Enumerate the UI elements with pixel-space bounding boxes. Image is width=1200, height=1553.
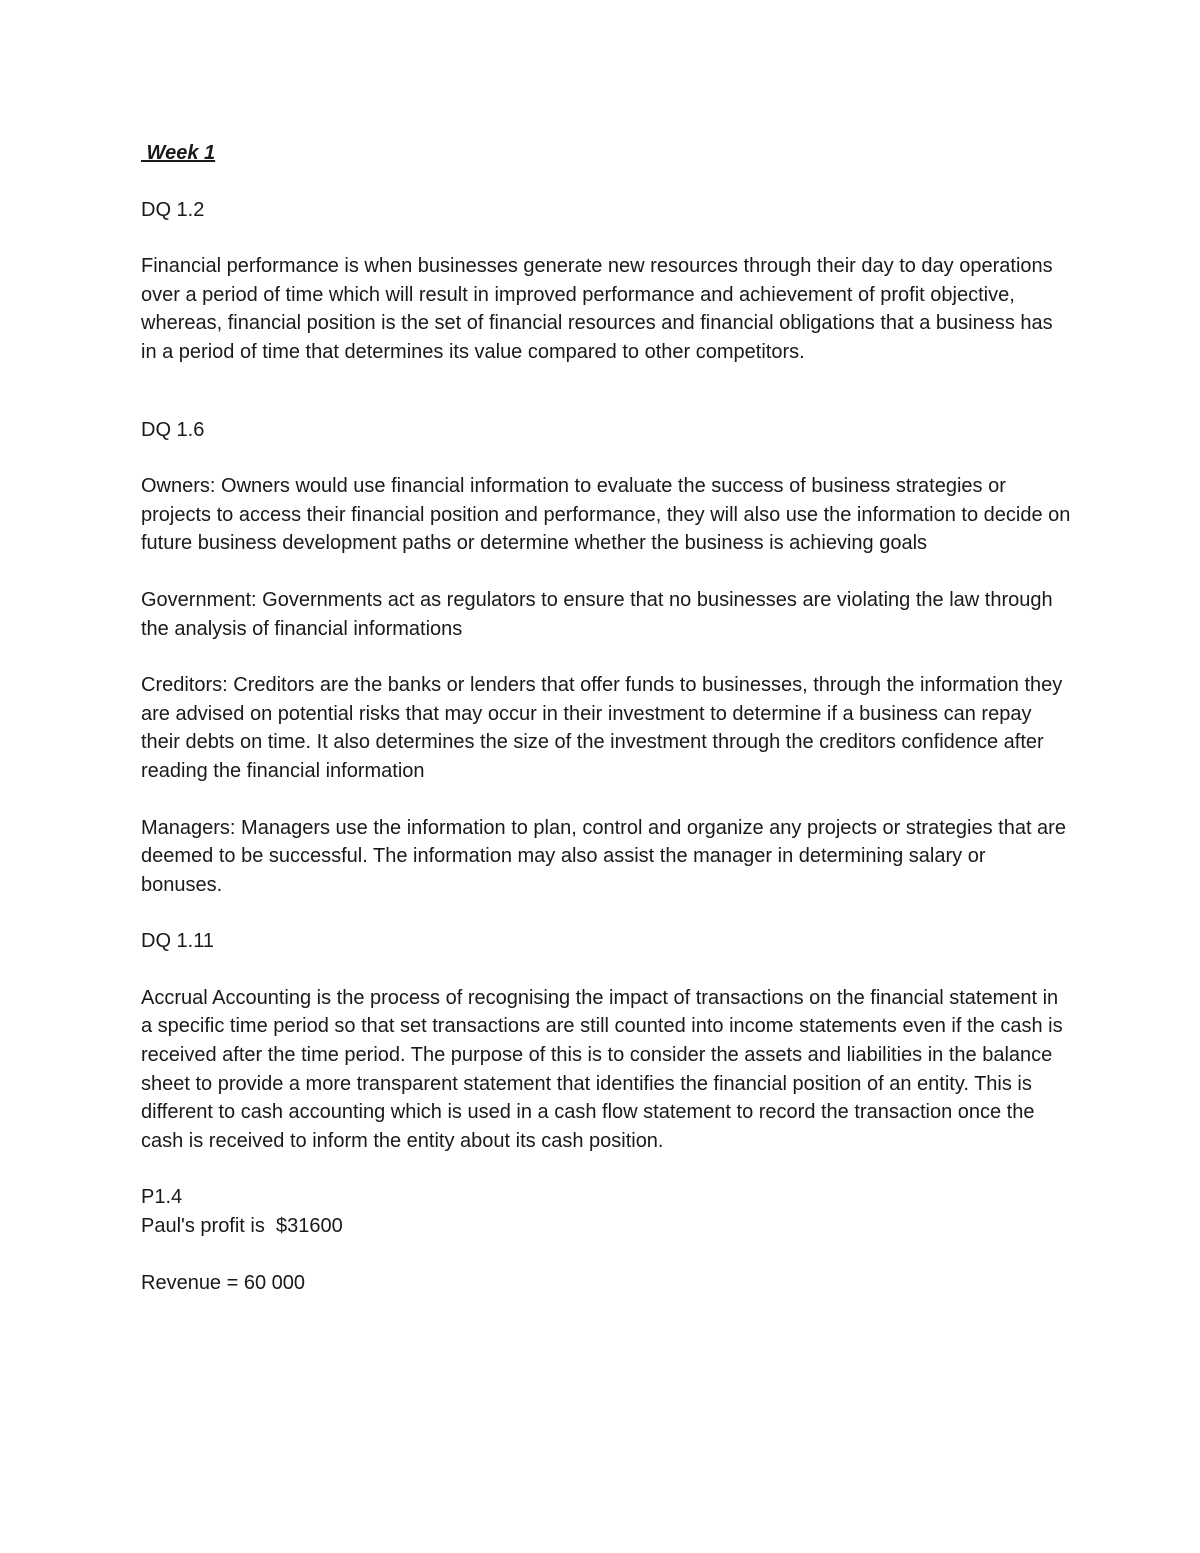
paragraph-managers: Managers: Managers use the information to plan, control and organize any projects or strategies that are deemed to be successful. The information may also assist the manager in determining salary or bonuses.	[141, 816, 1066, 896]
section-heading-dq-1-6: DQ 1.6	[141, 418, 205, 441]
document-page	[141, 139, 1071, 1297]
paragraph-creditors: Creditors: Creditors are the banks or lenders that offer funds to businesses, through the information they are advised on potential risks that may occur in their investment to determine if a business can repay their debts on time. It also determines the size of the investment through the creditors confidence after reading the financial information	[141, 674, 1063, 782]
revenue-line: Revenue = 60 000	[141, 1271, 306, 1294]
section-heading-dq-1-11: DQ 1.11	[141, 930, 214, 953]
paragraph-owners: Owners: Owners would use financial information to evaluate the success of business strategies or projects to access their financial position and performance, they will also use the information to decide on future business development paths or determine whether the business is achieving goals	[141, 475, 1071, 555]
profit-line: Paul's profit is $31600	[141, 1215, 343, 1238]
section-heading-dq-1-2: DQ 1.2	[141, 198, 205, 221]
paragraph-government: Government: Governments act as regulators to ensure that no businesses are violating the law through the analysis of financial informations	[141, 588, 1053, 640]
problem-heading-p1-4: P1.4	[141, 1186, 183, 1209]
paragraph-financial-performance: Financial performance is when businesses generate new resources through their day to day operations over a period of time which will result in improved performance and achievement of profit objective, whereas, financial position is the set of financial resources and financial obligations that a business has in a period of time that determines its value compared to other competitors.	[141, 255, 1053, 363]
week-title: Week 1	[141, 142, 216, 164]
paragraph-accrual-accounting: Accrual Accounting is the process of recognising the impact of transactions on the financial statement in a specific time period so that set transactions are still counted into income statements even if the cash is received after the time period. The purpose of this is to consider the assets and liabilities in the balance sheet to provide a more transparent statement that identifies the financial position of an entity. This is different to cash accounting which is used in a cash flow statement to record the transaction once the cash is received to inform the entity about its cash position.	[141, 986, 1063, 1152]
